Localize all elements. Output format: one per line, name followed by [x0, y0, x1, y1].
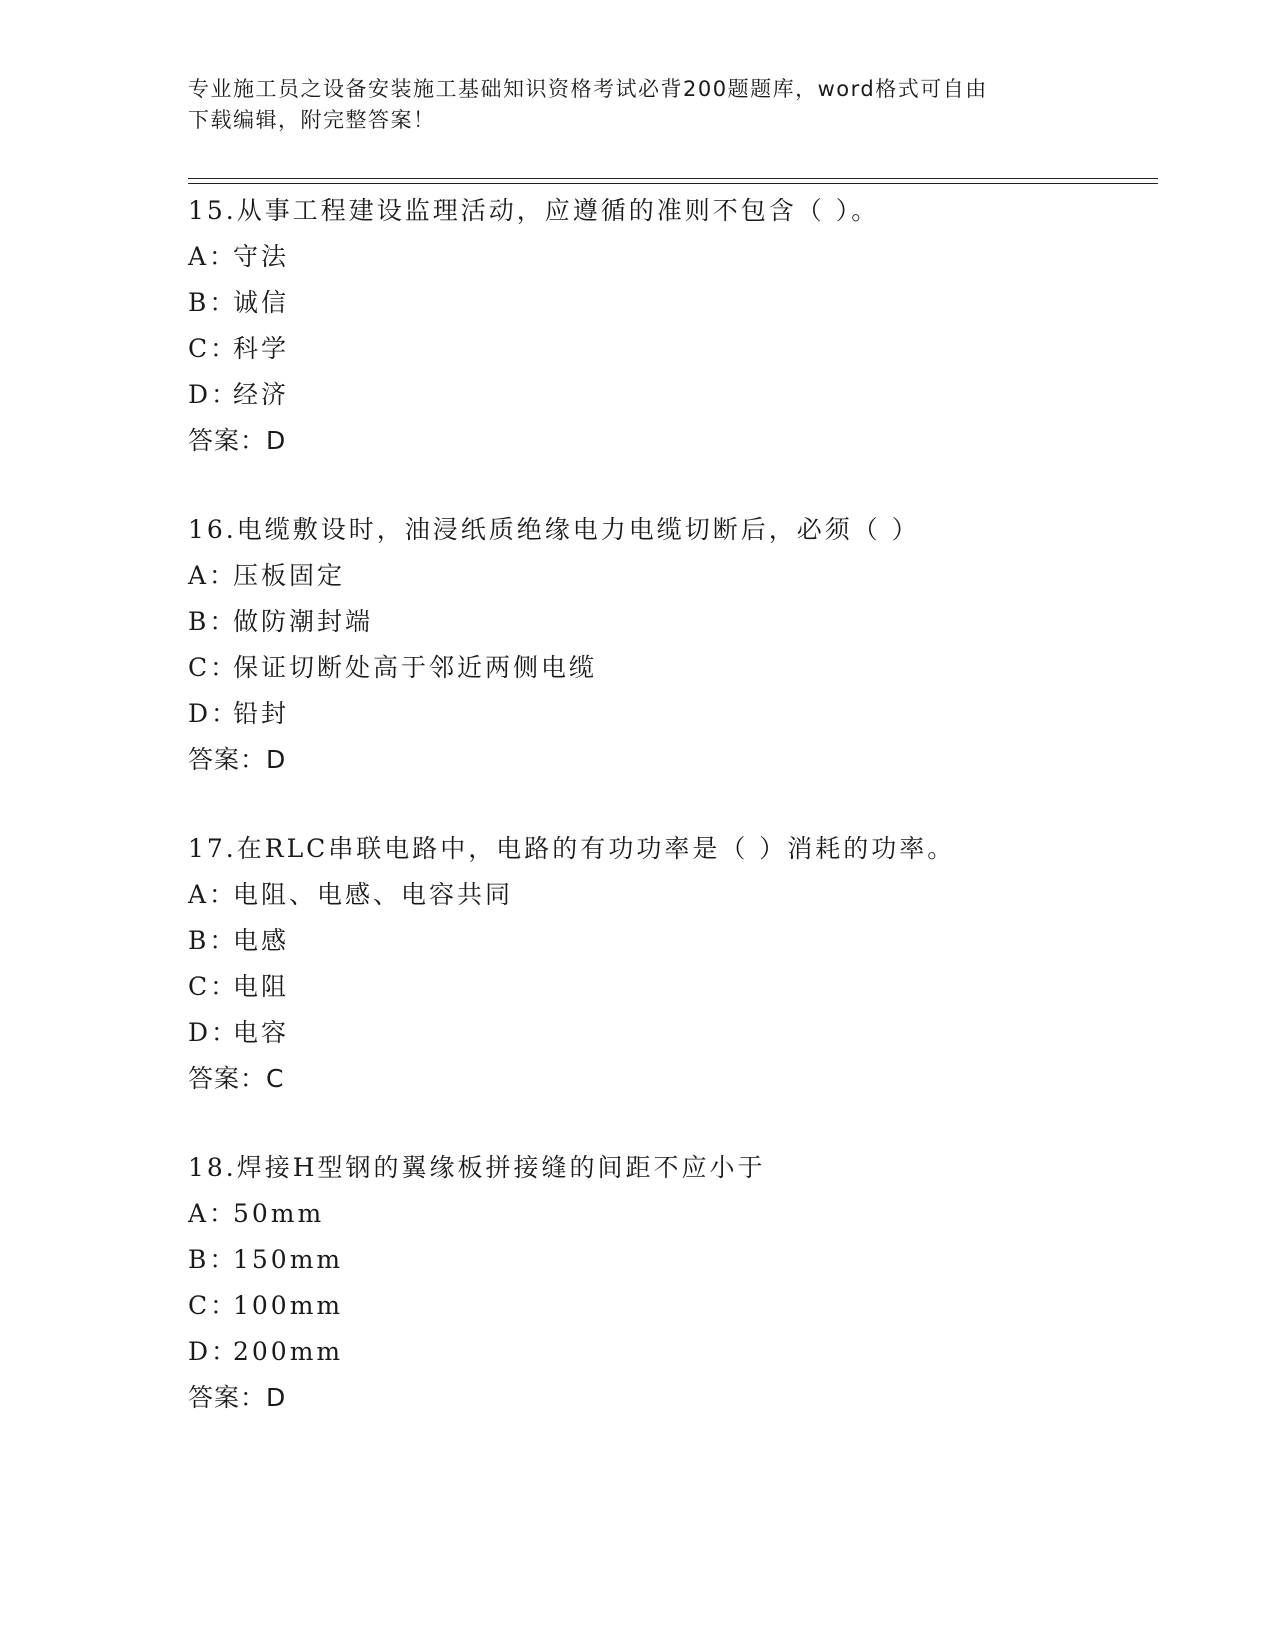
question-stem: 16.电缆敷设时，油浸纸质绝缘电力电缆切断后，必须（ ）: [188, 515, 920, 544]
option-text: 100mm: [233, 1291, 344, 1320]
option-key: D：: [188, 1337, 240, 1366]
question-18: [188, 1145, 1188, 1421]
option-c: [188, 326, 1188, 372]
option-key: A：: [188, 242, 238, 271]
option-b: [188, 599, 1188, 645]
option-text: 保证切断处高于邻近两侧电缆: [233, 653, 598, 682]
option-text: 诚信: [233, 288, 290, 317]
header-divider-bottom: [188, 183, 1158, 184]
question-17: [188, 826, 1188, 1102]
header-line-2: 下载编辑，附完整答案！: [188, 108, 436, 132]
option-key: C：: [188, 1291, 239, 1320]
answer-line: 答案：D: [188, 1383, 287, 1412]
question-stem: 18.焊接H型钢的翼缘板拼接缝的间距不应小于: [188, 1153, 766, 1182]
header-line-1: 专业施工员之设备安装施工基础知识资格考试必背200题题库，word格式可自由: [188, 77, 988, 101]
option-key: C：: [188, 334, 239, 363]
option-a: [188, 234, 1188, 280]
option-c: [188, 1283, 1188, 1329]
option-key: B：: [188, 1245, 238, 1274]
option-b: [188, 1237, 1188, 1283]
option-text: 200mm: [233, 1337, 344, 1366]
option-key: A：: [188, 880, 238, 909]
option-a: [188, 872, 1188, 918]
header-divider-top: [188, 178, 1158, 179]
question-stem: 15.从事工程建设监理活动，应遵循的准则不包含（ ）。: [188, 196, 880, 225]
answer-line: 答案：D: [188, 426, 287, 455]
option-key: B：: [188, 926, 238, 955]
question-stem: 17.在RLC串联电路中，电路的有功功率是（ ）消耗的功率。: [188, 834, 956, 863]
option-text: 150mm: [233, 1245, 344, 1274]
option-b: [188, 280, 1188, 326]
option-key: A：: [188, 1199, 238, 1228]
option-key: D：: [188, 699, 240, 728]
option-c: [188, 964, 1188, 1010]
question-list: [188, 188, 1188, 1464]
option-text: 经济: [233, 380, 290, 409]
option-text: 守法: [233, 242, 290, 271]
option-key: B：: [188, 607, 238, 636]
option-key: B：: [188, 288, 238, 317]
answer-line: 答案：D: [188, 745, 287, 774]
option-a: [188, 1191, 1188, 1237]
option-text: 50mm: [233, 1199, 325, 1228]
option-d: [188, 372, 1188, 418]
option-key: A：: [188, 561, 238, 590]
option-d: [188, 1329, 1188, 1375]
option-key: D：: [188, 1018, 240, 1047]
option-text: 科学: [233, 334, 290, 363]
option-d: [188, 691, 1188, 737]
question-16: [188, 507, 1188, 783]
option-key: C：: [188, 653, 239, 682]
document-header: [188, 74, 1068, 136]
option-key: C：: [188, 972, 239, 1001]
option-a: [188, 553, 1188, 599]
option-b: [188, 918, 1188, 964]
option-text: 铅封: [233, 699, 290, 728]
option-c: [188, 645, 1188, 691]
option-text: 电容: [233, 1018, 290, 1047]
option-key: D：: [188, 380, 240, 409]
question-15: [188, 188, 1188, 464]
option-text: 电阻: [233, 972, 290, 1001]
option-text: 做防潮封端: [233, 607, 374, 636]
option-text: 压板固定: [233, 561, 346, 590]
option-d: [188, 1010, 1188, 1056]
answer-line: 答案：C: [188, 1064, 285, 1093]
option-text: 电感: [233, 926, 290, 955]
option-text: 电阻、电感、电容共同: [233, 880, 514, 909]
